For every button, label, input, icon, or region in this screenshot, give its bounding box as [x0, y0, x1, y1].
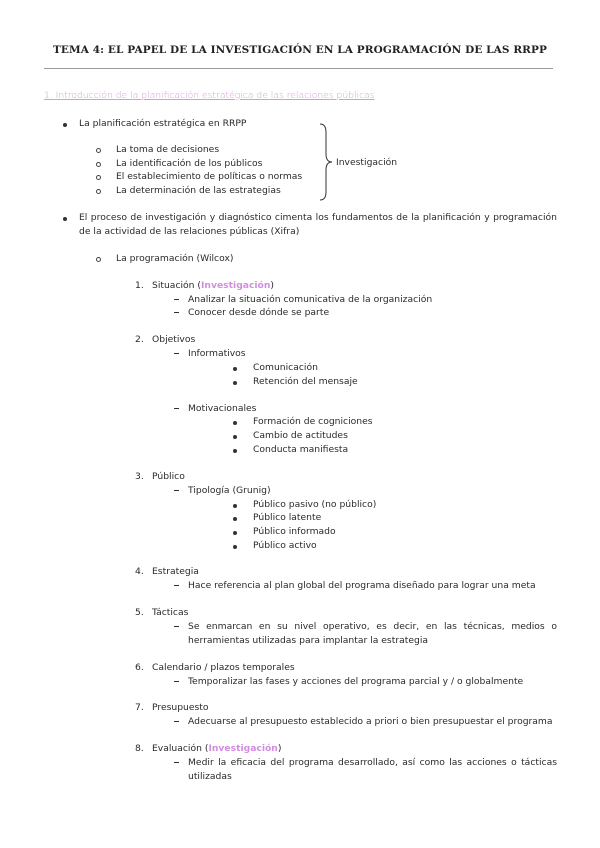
bullet-dot [233, 531, 237, 535]
step-label: Evaluación ( [152, 743, 209, 754]
objetivos-motivacionales: Motivacionales [188, 403, 257, 414]
step-publico: Público [152, 471, 185, 482]
step-situacion [152, 280, 274, 291]
list-item: Conducta manifiesta [253, 444, 349, 455]
step-item: Temporalizar las fases y acciones del programa parcial y / o globalmente [188, 676, 524, 687]
circle-bullet [96, 257, 101, 262]
step-calendario: Calendario / plazos temporales [152, 662, 295, 673]
bullet-dot [233, 421, 237, 425]
step-number: 2. [135, 334, 144, 345]
dash-bullet [174, 681, 179, 682]
step-number: 7. [135, 702, 144, 713]
objetivos-informativos: Informativos [188, 348, 246, 359]
dash-bullet [174, 299, 179, 300]
step-estrategia: Estrategia [152, 566, 199, 577]
step-item: Medir la eficacia del programa desarrollado, así como las acciones o tácticas utilizadas [188, 757, 557, 782]
circle-bullet [96, 175, 101, 180]
highlight-investigacion: Investigación [208, 743, 278, 754]
programacion-label: La programación (Wilcox) [116, 253, 234, 264]
paren-close: ) [277, 743, 282, 754]
circle-bullet [96, 162, 101, 167]
dash-bullet [174, 408, 179, 409]
list-item: Formación de cogniciones [253, 416, 373, 427]
brace-label: Investigación [336, 157, 398, 168]
circle-bullet [96, 148, 101, 153]
dash-bullet [174, 762, 179, 763]
list-item: Público latente [253, 512, 322, 523]
dash-bullet [174, 721, 179, 722]
list-item: Retención del mensaje [253, 376, 358, 387]
bullet-dot [233, 381, 237, 385]
list-item: Comunicación [253, 362, 318, 373]
bullet-dot [233, 367, 237, 371]
right-brace-icon [318, 122, 334, 202]
sub-item: La identificación de los públicos [116, 158, 263, 169]
sub-item: La toma de decisiones [116, 144, 220, 155]
step-item: Analizar la situación comunicativa de la organización [188, 294, 433, 305]
step-item: Se enmarcan en su nivel operativo, es decir, en las técnicas, medios o herramientas utilizadas para implantar la estrategia [188, 621, 557, 646]
bullet-dot [63, 123, 67, 127]
bullet-dot [233, 435, 237, 439]
dash-bullet [174, 626, 179, 627]
step-item: Conocer desde dónde se parte [188, 307, 330, 318]
step-number: 1. [135, 280, 144, 291]
bullet-dot [233, 449, 237, 453]
step-evaluacion [152, 743, 281, 754]
list-item: Público pasivo (no público) [253, 499, 377, 510]
step-presupuesto: Presupuesto [152, 702, 209, 713]
bullet-proceso: El proceso de investigación y diagnóstico cimenta los fundamentos de la planificación y programación de la actividad de las relaciones públicas (Xifra) [79, 212, 557, 237]
step-number: 5. [135, 607, 144, 618]
highlight-investigacion: Investigación [201, 280, 271, 291]
bullet-planificacion: La planificación estratégica en RRPP [79, 118, 247, 129]
step-number: 8. [135, 743, 144, 754]
paren-close: ) [270, 280, 275, 291]
sub-item: El establecimiento de políticas o normas [116, 171, 303, 182]
bullet-dot [233, 545, 237, 549]
step-item: Hace referencia al plan global del programa diseñado para lograr una meta [188, 580, 536, 591]
title-divider [44, 68, 553, 69]
list-item: Público informado [253, 526, 336, 537]
list-item: Público activo [253, 540, 317, 551]
step-number: 3. [135, 471, 144, 482]
list-item: Cambio de actitudes [253, 430, 348, 441]
tipologia-label: Tipología (Grunig) [188, 485, 271, 496]
dash-bullet [174, 312, 179, 313]
step-tacticas: Tácticas [152, 607, 189, 618]
dash-bullet [174, 353, 179, 354]
step-number: 6. [135, 662, 144, 673]
dash-bullet [174, 490, 179, 491]
document-title: TEMA 4: EL PAPEL DE LA INVESTIGACIÓN EN LA PROGRAMACIÓN DE LAS RRPP [53, 44, 547, 56]
bullet-dot [233, 517, 237, 521]
section-heading-link[interactable]: 1. Introducción de la planificación estratégica de las relaciones públicas [44, 90, 375, 101]
bullet-dot [233, 504, 237, 508]
step-item: Adecuarse al presupuesto establecido a priori o bien presupuestar el programa [188, 716, 553, 727]
step-objetivos: Objetivos [152, 334, 196, 345]
step-number: 4. [135, 566, 144, 577]
circle-bullet [96, 189, 101, 194]
dash-bullet [174, 585, 179, 586]
bullet-dot [63, 217, 67, 221]
step-label: Situación ( [152, 280, 201, 291]
sub-item: La determinación de las estrategias [116, 185, 281, 196]
